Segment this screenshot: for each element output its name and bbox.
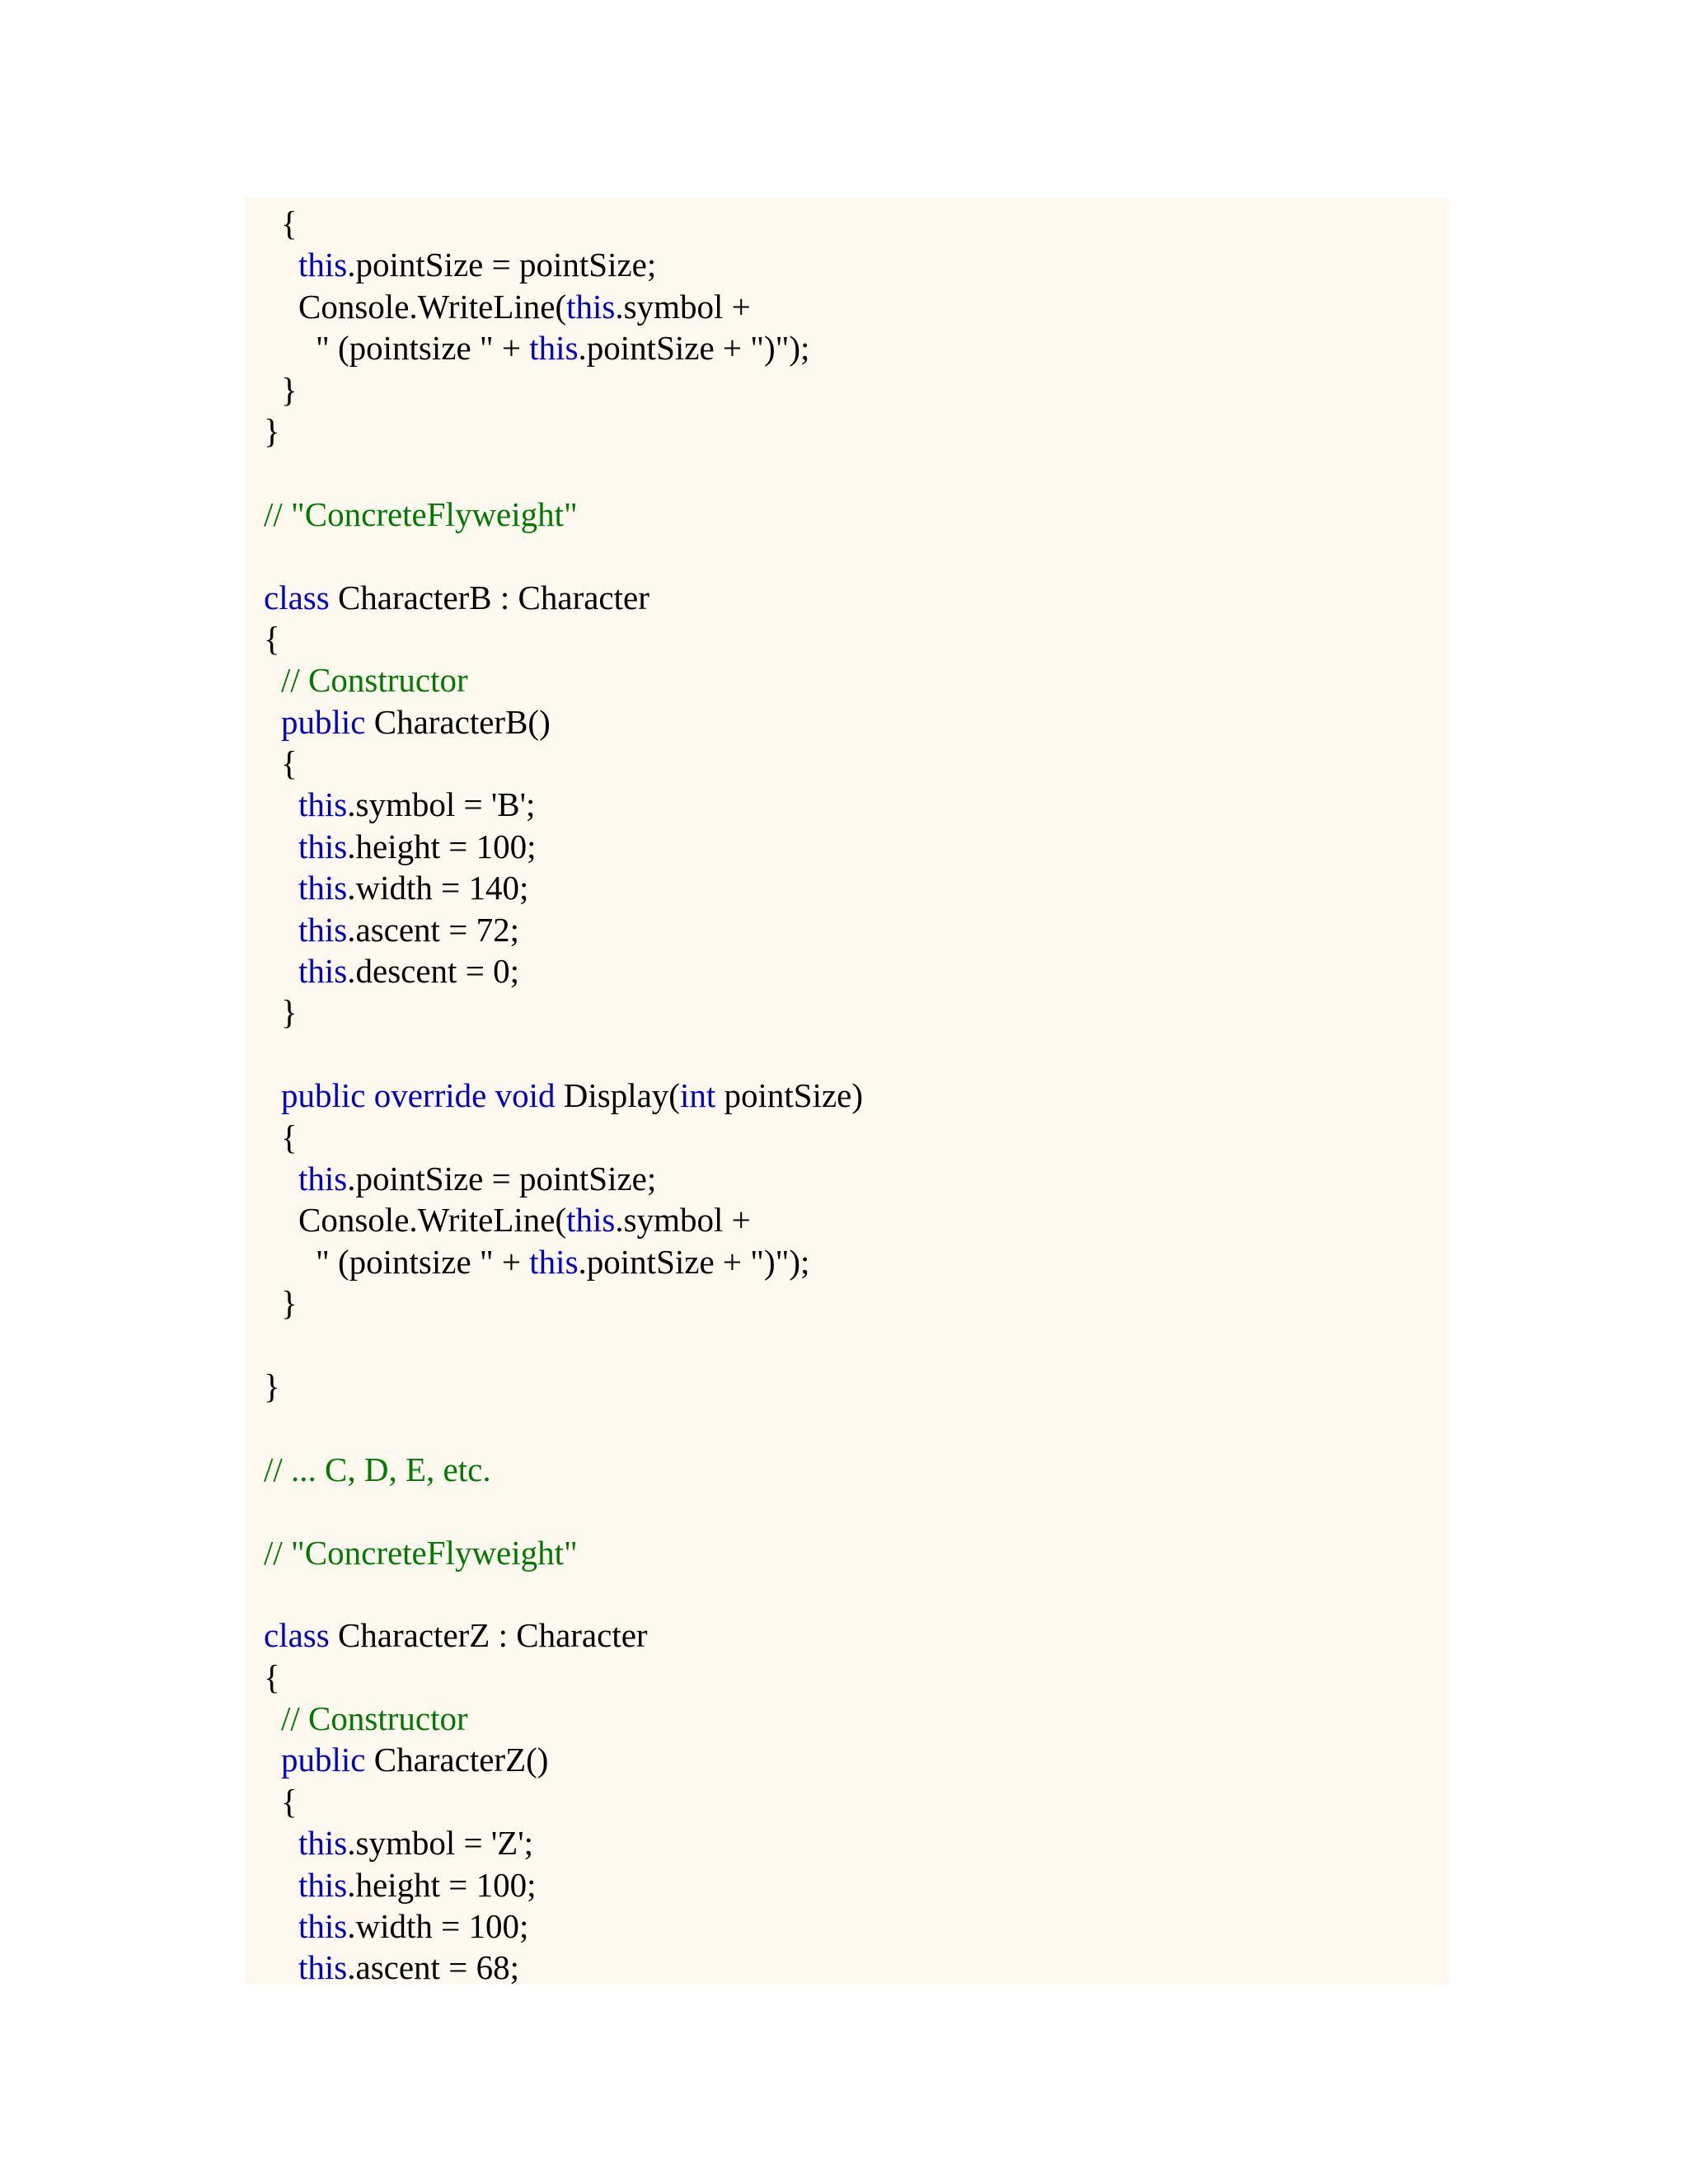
code-line	[246, 1366, 1449, 1407]
code-token-text: Console.WriteLine(	[298, 1201, 567, 1240]
code-token-keyword: class	[264, 1616, 330, 1655]
code-line	[246, 659, 1449, 701]
code-token-comment: // "ConcreteFlyweight"	[264, 494, 578, 533]
code-token-keyword: public	[281, 702, 366, 741]
code-line	[246, 286, 1449, 327]
code-line	[246, 1117, 1449, 1158]
code-line	[246, 701, 1449, 743]
code-token-text	[365, 1076, 373, 1114]
code-token-text: .symbol = 'Z';	[347, 1824, 534, 1863]
code-token-keyword: this	[298, 246, 348, 284]
code-token-text: {	[264, 619, 280, 658]
code-token-keyword: this	[298, 910, 348, 949]
code-line	[246, 1158, 1449, 1199]
code-line	[246, 1822, 1449, 1863]
code-line	[246, 743, 1449, 784]
code-token-keyword: int	[679, 1076, 716, 1115]
code-line	[246, 784, 1449, 825]
code-line	[246, 1075, 1449, 1116]
code-line	[246, 535, 1449, 576]
code-line	[246, 1199, 1449, 1240]
code-line	[246, 1324, 1449, 1366]
code-line	[246, 577, 1449, 618]
code-line	[246, 1781, 1449, 1822]
code-listing	[246, 198, 1449, 1985]
code-line	[246, 1905, 1449, 1947]
code-token-keyword: this	[529, 1242, 579, 1281]
code-line	[246, 1657, 1449, 1698]
code-line	[246, 410, 1449, 452]
code-token-text: .pointSize + ")");	[578, 329, 810, 368]
code-token-comment: // Constructor	[281, 661, 468, 700]
code-line	[246, 452, 1449, 493]
code-token-keyword: this	[298, 1824, 348, 1863]
code-token-text: {	[281, 204, 298, 242]
code-token-text: }	[281, 993, 298, 1032]
code-line	[246, 1407, 1449, 1448]
code-token-keyword: this	[298, 869, 348, 907]
code-token-text: }	[264, 1366, 280, 1405]
code-token-text: .symbol +	[615, 287, 751, 326]
code-token-text: }	[281, 370, 298, 409]
code-line	[246, 1947, 1449, 1988]
code-line	[246, 1864, 1449, 1905]
code-line	[246, 1241, 1449, 1282]
code-token-text: .pointSize = pointSize;	[347, 246, 657, 284]
code-line	[246, 991, 1449, 1033]
code-token-text: .symbol = 'B';	[347, 785, 536, 824]
code-line	[246, 1739, 1449, 1780]
code-line	[246, 1282, 1449, 1324]
code-token-text: .pointSize = pointSize;	[347, 1159, 657, 1197]
code-line	[246, 826, 1449, 867]
code-token-text	[486, 1076, 495, 1114]
code-token-text: CharacterZ()	[365, 1741, 549, 1779]
code-token-keyword: this	[298, 827, 348, 865]
code-token-text: " (pointsize " +	[316, 1242, 530, 1281]
code-line	[246, 244, 1449, 285]
code-token-text: Display(	[555, 1076, 680, 1115]
code-token-keyword: this	[566, 287, 616, 326]
code-token-keyword: public	[281, 1076, 366, 1115]
code-token-text: .descent = 0;	[347, 952, 519, 991]
code-token-keyword: this	[566, 1201, 616, 1240]
code-token-keyword: public	[281, 1741, 366, 1779]
code-line	[246, 1698, 1449, 1739]
code-line	[246, 1532, 1449, 1573]
code-token-text: {	[281, 1782, 298, 1821]
code-token-keyword: this	[298, 952, 348, 991]
code-token-comment: // "ConcreteFlyweight"	[264, 1533, 578, 1572]
code-token-keyword: this	[298, 1865, 348, 1904]
code-line	[246, 1490, 1449, 1531]
code-token-text: .symbol +	[615, 1201, 751, 1240]
code-token-text: pointSize)	[715, 1076, 864, 1115]
code-token-keyword: this	[298, 1907, 348, 1946]
code-line	[246, 494, 1449, 535]
code-token-text: CharacterB : Character	[329, 578, 649, 616]
code-line	[246, 369, 1449, 410]
code-token-text: .width = 100;	[347, 1907, 529, 1946]
code-token-text: .pointSize + ")");	[578, 1242, 810, 1281]
code-token-comment: // Constructor	[281, 1699, 468, 1738]
code-token-text: {	[264, 1657, 280, 1696]
code-token-keyword: this	[298, 1948, 348, 1987]
code-line	[246, 618, 1449, 659]
code-line	[246, 950, 1449, 991]
code-token-text: Console.WriteLine(	[298, 287, 567, 326]
code-token-keyword: void	[495, 1076, 556, 1115]
code-token-comment: // ... C, D, E, etc.	[264, 1450, 491, 1488]
code-token-text: .width = 140;	[347, 869, 529, 907]
code-token-text: }	[264, 411, 280, 450]
code-token-text: .ascent = 72;	[347, 910, 519, 949]
code-token-text: .height = 100;	[347, 827, 537, 865]
code-line	[246, 867, 1449, 908]
code-line	[246, 909, 1449, 950]
code-token-keyword: this	[298, 1159, 348, 1197]
code-token-text: .ascent = 68;	[347, 1948, 519, 1987]
code-token-text: {	[281, 1118, 298, 1156]
code-line	[246, 203, 1449, 244]
code-line	[246, 1615, 1449, 1656]
code-token-text: .height = 100;	[347, 1865, 537, 1904]
code-line	[246, 1033, 1449, 1075]
code-token-text: " (pointsize " +	[316, 329, 530, 368]
code-token-keyword: override	[373, 1076, 487, 1115]
code-token-text: {	[281, 744, 298, 783]
code-token-text: CharacterB()	[365, 702, 551, 741]
code-token-text: CharacterZ : Character	[329, 1616, 648, 1655]
code-token-keyword: this	[298, 785, 348, 824]
code-line	[246, 1449, 1449, 1490]
code-token-keyword: this	[529, 329, 579, 368]
code-line	[246, 1573, 1449, 1615]
code-token-keyword: class	[264, 578, 330, 616]
code-token-text: }	[281, 1284, 298, 1323]
code-line	[246, 327, 1449, 368]
